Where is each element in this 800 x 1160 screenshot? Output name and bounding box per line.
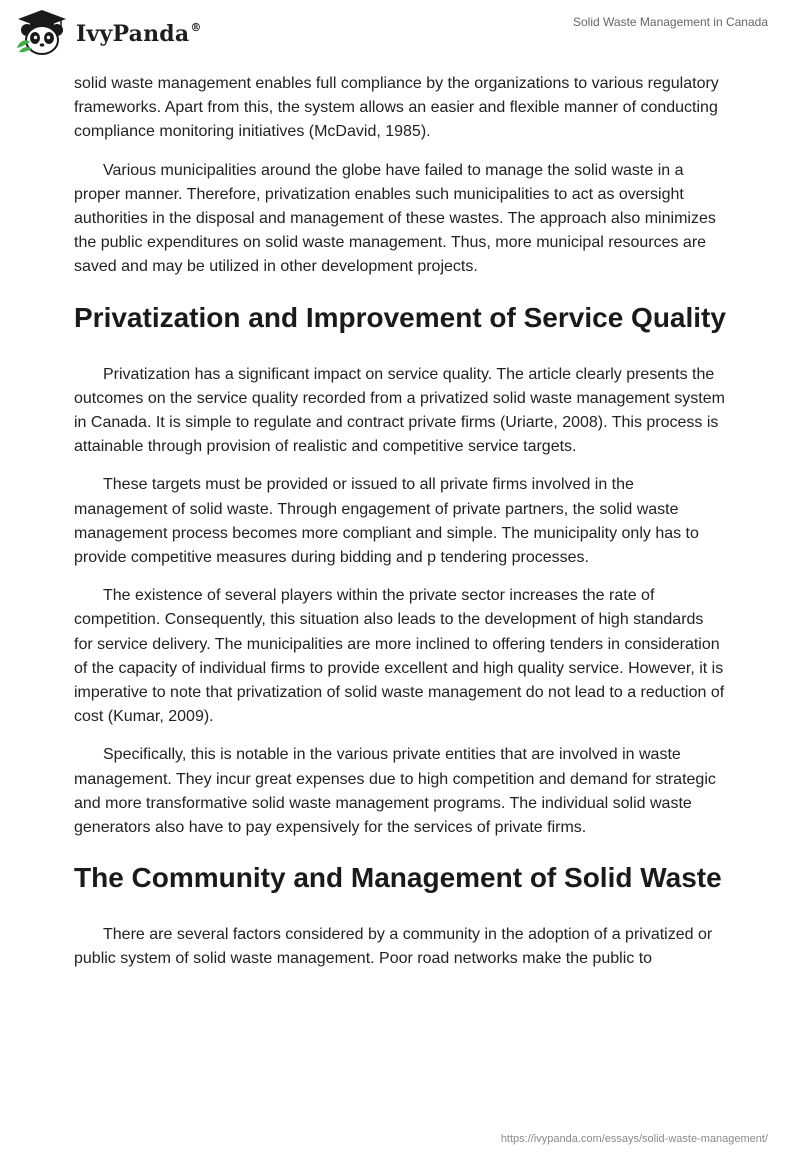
- paragraph: solid waste management enables full compliance by the organizations to various regulatory frameworks. Apart from this, the system allows an easier and flexible manner of conducting compliance monitoring initiatives (McDavid, 1985).: [74, 75, 719, 141]
- paragraph: Various municipalities around the globe have failed to manage the solid waste in a proper manner. Therefore, privatization enables such municipalities to act as oversight authorities in the disposal and management of these wastes. The approach also minimizes the public expenditures on solid waste management. Thus, more municipal resources are saved and may be utilized in other development projects.: [74, 161, 716, 276]
- paragraph: These targets must be provided or issued to all private firms involved in the management of solid waste. Through engagement of private partners, the solid waste management process becomes more compliant and simple. The municipality only has to provide competitive measures during bidding and p tendering processes.: [74, 476, 699, 567]
- ivypanda-logo[interactable]: [14, 8, 202, 58]
- section-heading: Privatization and Improvement of Service Quality: [74, 301, 726, 333]
- paragraph: Privatization has a significant impact on service quality. The article clearly presents the outcomes on the service quality recorded from a privatized solid waste management system in Canada. It is simple to regulate and contract private firms (Uriarte, 2008). This process is attainable through provision of realistic and competitive service targets.: [74, 365, 725, 456]
- registered-mark: ®: [190, 20, 202, 34]
- page-header: [0, 0, 800, 62]
- brand-name: IvyPanda®: [76, 20, 202, 47]
- paragraph: There are several factors considered by a community in the adoption of a privatized or public system of solid waste management. Poor road networks make the public to: [74, 926, 713, 968]
- essay-body: [74, 72, 726, 986]
- source-url[interactable]: https://ivypanda.com/essays/solid-waste-management/: [500, 1133, 768, 1145]
- running-title: Solid Waste Management in Canada: [573, 15, 768, 29]
- section-heading: The Community and Management of Solid Waste: [74, 862, 722, 894]
- paragraph: The existence of several players within the private sector increases the rate of competition. Consequently, this situation also leads to the development of high standards for service delivery. The municipalities are more inclined to offering tenders in consideration of the capacity of individual firms to provide excellent and high quality service. However, it is imperative to note that privatization of solid waste management do not lead to a reduction of cost (Kumar, 2009).: [74, 587, 725, 726]
- paragraph: Specifically, this is notable in the various private entities that are involved in waste management. They incur great expenses due to high competition and demand for strategic and more transformative solid waste management programs. The individual solid waste generators also have to pay expensively for the services of private firms.: [74, 746, 716, 837]
- panda-graduate-icon: [14, 8, 70, 58]
